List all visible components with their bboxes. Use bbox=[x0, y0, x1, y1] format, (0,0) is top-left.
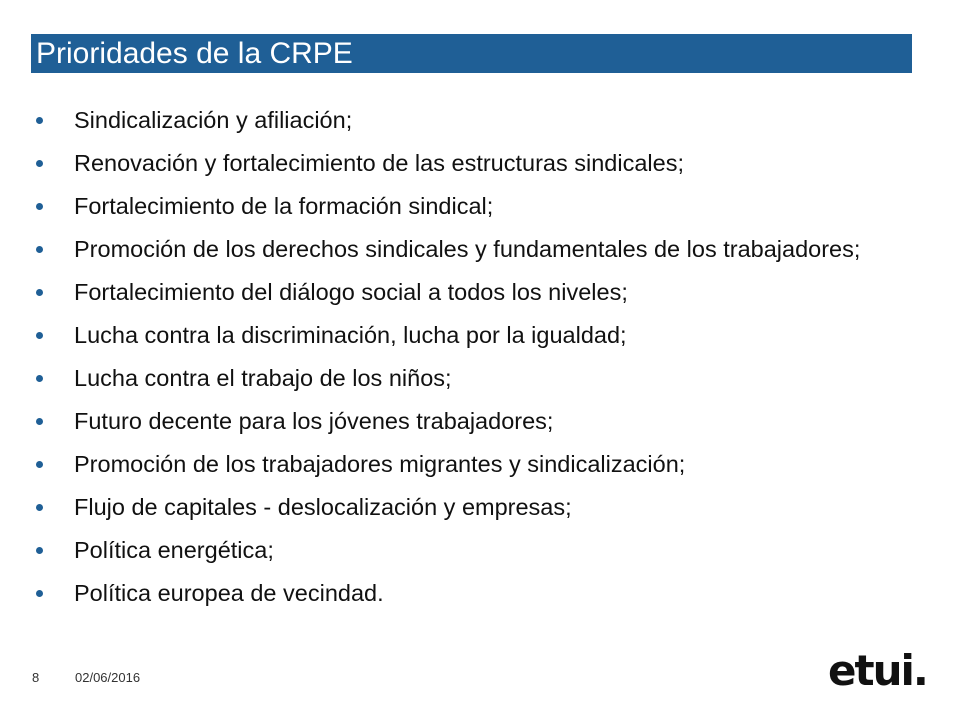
bullet-dot-icon bbox=[36, 203, 43, 210]
bullet-dot-icon bbox=[36, 504, 43, 511]
bullet-dot-icon bbox=[36, 590, 43, 597]
bullet-text: Promoción de los derechos sindicales y fundamentales de los trabajadores; bbox=[74, 236, 861, 262]
bullet-dot-icon bbox=[36, 289, 43, 296]
bullet-item bbox=[36, 535, 916, 565]
bullet-list bbox=[36, 105, 916, 620]
bullet-dot-icon bbox=[36, 160, 43, 167]
title-bar bbox=[31, 34, 912, 73]
bullet-item bbox=[36, 578, 916, 608]
bullet-item bbox=[36, 191, 916, 221]
bullet-dot-icon bbox=[36, 246, 43, 253]
bullet-item bbox=[36, 406, 916, 436]
bullet-item bbox=[36, 449, 916, 479]
bullet-item bbox=[36, 148, 916, 178]
bullet-text: Sindicalización y afiliación; bbox=[74, 107, 353, 133]
bullet-dot-icon bbox=[36, 375, 43, 382]
bullet-text: Futuro decente para los jóvenes trabajadores; bbox=[74, 408, 554, 434]
slide-title: Prioridades de la CRPE bbox=[36, 37, 353, 70]
bullet-item bbox=[36, 234, 916, 264]
bullet-text: Promoción de los trabajadores migrantes y sindicalización; bbox=[74, 451, 686, 477]
bullet-text: Fortalecimiento del diálogo social a todos los niveles; bbox=[74, 279, 628, 305]
bullet-item bbox=[36, 363, 916, 393]
bullet-item bbox=[36, 277, 916, 307]
bullet-text: Política europea de vecindad. bbox=[74, 580, 384, 606]
bullet-dot-icon bbox=[36, 547, 43, 554]
bullet-dot-icon bbox=[36, 418, 43, 425]
bullet-text: Lucha contra la discriminación, lucha por la igualdad; bbox=[74, 322, 627, 348]
bullet-text: Renovación y fortalecimiento de las estructuras sindicales; bbox=[74, 150, 684, 176]
bullet-text: Flujo de capitales - deslocalización y empresas; bbox=[74, 494, 572, 520]
bullet-text: Política energética; bbox=[74, 537, 274, 563]
bullet-dot-icon bbox=[36, 117, 43, 124]
bullet-dot-icon bbox=[36, 461, 43, 468]
bullet-text: Lucha contra el trabajo de los niños; bbox=[74, 365, 452, 391]
bullet-item bbox=[36, 320, 916, 350]
page-number: 8 bbox=[32, 670, 40, 685]
etui-logo: etui. bbox=[828, 646, 927, 695]
bullet-text: Fortalecimiento de la formación sindical; bbox=[74, 193, 494, 219]
footer-date: 02/06/2016 bbox=[75, 670, 141, 685]
bullet-dot-icon bbox=[36, 332, 43, 339]
bullet-item bbox=[36, 492, 916, 522]
bullet-item bbox=[36, 105, 916, 135]
